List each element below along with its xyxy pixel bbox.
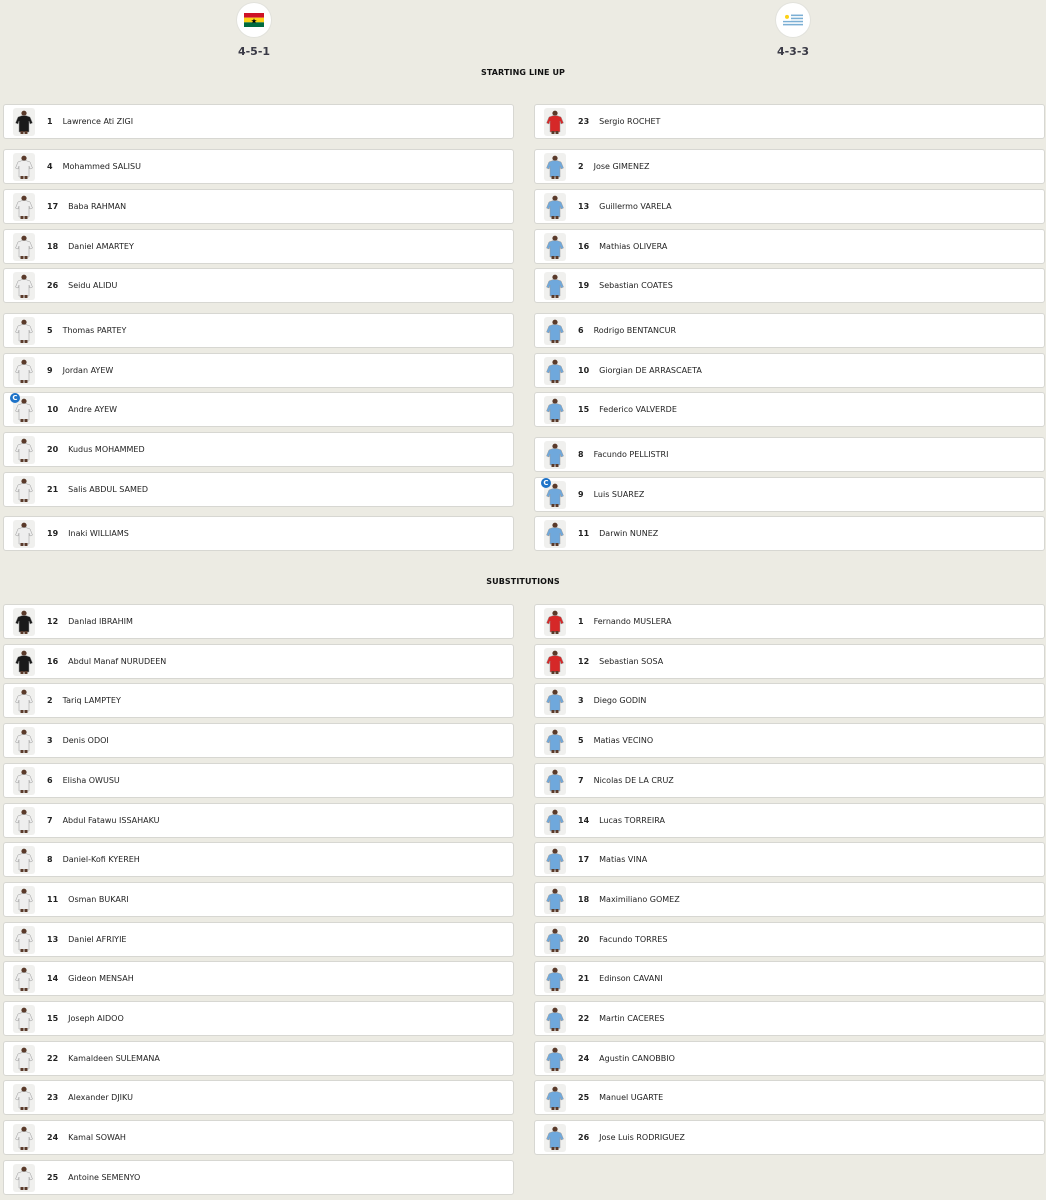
player-shirt-icon	[544, 1045, 566, 1073]
player-shirt-icon	[543, 478, 566, 509]
captain-badge: C	[10, 393, 20, 403]
player-name[interactable]: Jose GIMENEZ	[593, 162, 650, 171]
player-number: 23	[578, 117, 590, 126]
player-shirt-icon	[13, 272, 35, 300]
jersey-icon	[14, 689, 34, 713]
player-number: 18	[578, 895, 590, 904]
home-team-flag[interactable]	[237, 3, 271, 37]
home-player-row[interactable]	[3, 189, 514, 224]
away-player-row[interactable]	[534, 1041, 1045, 1076]
jersey-icon	[14, 478, 34, 502]
player-name[interactable]: Fernando MUSLERA	[593, 617, 672, 626]
jersey-icon	[545, 809, 565, 833]
player-number: 17	[578, 855, 590, 864]
ghana-flag-icon	[244, 13, 264, 27]
home-player-row[interactable]	[3, 1041, 514, 1076]
player-shirt-icon	[13, 648, 35, 676]
home-player-row[interactable]	[3, 392, 514, 427]
home-player-row[interactable]	[3, 1080, 514, 1115]
player-number: 12	[47, 617, 59, 626]
player-number: 7	[47, 816, 53, 825]
player-number: 4	[47, 162, 53, 171]
home-player-row[interactable]	[3, 149, 514, 184]
starting-lineup-title: STARTING LINE UP	[480, 68, 566, 77]
player-number: 2	[578, 162, 584, 171]
player-shirt-icon	[13, 965, 35, 993]
player-number: 19	[578, 281, 590, 290]
home-team-header	[194, 0, 314, 58]
home-player-row[interactable]	[3, 842, 514, 877]
player-name[interactable]: Kamaldeen SULEMANA	[68, 1054, 160, 1063]
away-player-row[interactable]	[534, 353, 1045, 388]
player-shirt-icon	[13, 1084, 35, 1112]
player-shirt-icon	[13, 357, 35, 385]
player-number: 7	[578, 776, 584, 785]
player-shirt-icon	[544, 608, 566, 636]
jersey-icon	[545, 610, 565, 634]
player-shirt-icon	[544, 767, 566, 795]
captain-badge: C	[541, 478, 551, 488]
player-number: 15	[47, 1014, 59, 1023]
player-name[interactable]: Kamal SOWAH	[68, 1133, 126, 1142]
away-player-row[interactable]	[534, 149, 1045, 184]
player-name[interactable]: Gideon MENSAH	[68, 974, 134, 983]
player-shirt-icon	[544, 193, 566, 221]
player-name[interactable]: Jose Luis RODRIGUEZ	[599, 1133, 685, 1142]
player-name[interactable]: Thomas PARTEY	[62, 326, 127, 335]
jersey-icon	[545, 1007, 565, 1031]
player-number: 8	[578, 450, 584, 459]
player-shirt-icon	[13, 727, 35, 755]
player-name[interactable]: Mathias OLIVERA	[599, 242, 668, 251]
jersey-icon	[545, 769, 565, 793]
jersey-icon	[545, 729, 565, 753]
away-player-row[interactable]	[534, 1080, 1045, 1115]
player-number: 13	[47, 935, 59, 944]
jersey-icon	[545, 522, 565, 546]
home-player-row[interactable]	[3, 353, 514, 388]
jersey-icon	[14, 729, 34, 753]
player-shirt-icon	[13, 926, 35, 954]
away-player-row[interactable]	[534, 477, 1045, 512]
player-number: 14	[578, 816, 590, 825]
home-player-row[interactable]	[3, 723, 514, 758]
home-player-row[interactable]	[3, 516, 514, 551]
away-player-row[interactable]	[534, 268, 1045, 303]
player-number: 16	[578, 242, 590, 251]
player-shirt-icon	[13, 520, 35, 548]
player-number: 5	[578, 736, 584, 745]
player-number: 22	[47, 1054, 59, 1063]
jersey-icon	[14, 848, 34, 872]
home-player-row[interactable]	[3, 922, 514, 957]
home-player-row[interactable]	[3, 472, 514, 507]
home-player-row[interactable]	[3, 229, 514, 264]
player-number: 3	[578, 696, 584, 705]
player-shirt-icon	[544, 807, 566, 835]
jersey-icon	[14, 235, 34, 259]
player-name[interactable]: Alexander DJIKU	[68, 1093, 133, 1102]
jersey-icon	[14, 1126, 34, 1150]
away-player-row[interactable]	[534, 922, 1045, 957]
away-player-row[interactable]	[534, 1001, 1045, 1036]
away-player-row[interactable]	[534, 1120, 1045, 1155]
jersey-icon	[545, 195, 565, 219]
player-shirt-icon	[544, 396, 566, 424]
player-name[interactable]: Denis ODOI	[62, 736, 109, 745]
player-name[interactable]: Giorgian DE ARRASCAETA	[599, 366, 702, 375]
player-number: 26	[578, 1133, 590, 1142]
player-shirt-icon	[13, 108, 35, 136]
player-shirt-icon	[13, 608, 35, 636]
jersey-icon	[14, 359, 34, 383]
player-shirt-icon	[544, 233, 566, 261]
away-team-header	[733, 0, 853, 58]
player-number: 23	[47, 1093, 59, 1102]
player-shirt-icon	[544, 272, 566, 300]
player-name[interactable]: Elisha OWUSU	[62, 776, 120, 785]
player-name[interactable]: Abdul Manaf NURUDEEN	[68, 657, 167, 666]
player-name[interactable]: Matias VINA	[599, 855, 648, 864]
player-name[interactable]: Osman BUKARI	[68, 895, 129, 904]
player-number: 13	[578, 202, 590, 211]
player-name[interactable]: Rodrigo BENTANCUR	[593, 326, 677, 335]
player-name[interactable]: Jordan AYEW	[62, 366, 114, 375]
player-number: 24	[578, 1054, 590, 1063]
player-name[interactable]: Edinson CAVANI	[599, 974, 663, 983]
player-shirt-icon	[13, 1124, 35, 1152]
player-name[interactable]: Manuel UGARTE	[599, 1093, 664, 1102]
player-shirt-icon	[544, 727, 566, 755]
player-shirt-icon	[544, 965, 566, 993]
player-number: 25	[578, 1093, 590, 1102]
player-number: 26	[47, 281, 59, 290]
player-shirt-icon	[13, 846, 35, 874]
player-shirt-icon	[13, 767, 35, 795]
away-player-row[interactable]	[534, 313, 1045, 348]
player-number: 24	[47, 1133, 59, 1142]
player-number: 10	[47, 405, 59, 414]
jersey-icon	[14, 110, 34, 134]
player-name[interactable]: Andre AYEW	[68, 405, 118, 414]
player-name[interactable]: Facundo PELLISTRI	[593, 450, 669, 459]
player-number: 5	[47, 326, 53, 335]
home-player-row[interactable]	[3, 432, 514, 467]
player-name[interactable]: Kudus MOHAMMED	[68, 445, 145, 454]
jersey-icon	[14, 610, 34, 634]
player-number: 11	[578, 529, 590, 538]
player-number: 14	[47, 974, 59, 983]
player-name[interactable]: Mohammed SALISU	[62, 162, 141, 171]
player-name[interactable]: Daniel AMARTEY	[68, 242, 134, 251]
player-shirt-icon	[13, 436, 35, 464]
player-shirt-icon	[544, 1005, 566, 1033]
player-number: 9	[578, 490, 584, 499]
away-player-row[interactable]	[534, 516, 1045, 551]
player-shirt-icon	[544, 441, 566, 469]
jersey-icon	[14, 928, 34, 952]
jersey-icon	[545, 1126, 565, 1150]
home-player-row[interactable]	[3, 644, 514, 679]
player-number: 12	[578, 657, 590, 666]
jersey-icon	[545, 398, 565, 422]
player-name[interactable]: Sebastian COATES	[599, 281, 673, 290]
away-player-row[interactable]	[534, 604, 1045, 639]
player-shirt-icon	[13, 233, 35, 261]
player-shirt-icon	[544, 1124, 566, 1152]
jersey-icon	[545, 967, 565, 991]
player-number: 10	[578, 366, 590, 375]
jersey-icon	[545, 888, 565, 912]
away-player-row[interactable]	[534, 189, 1045, 224]
jersey-icon	[14, 809, 34, 833]
away-player-row[interactable]	[534, 842, 1045, 877]
player-number: 18	[47, 242, 59, 251]
player-name[interactable]: Sergio ROCHET	[599, 117, 661, 126]
home-player-row[interactable]	[3, 882, 514, 917]
away-player-row[interactable]	[534, 104, 1045, 139]
player-name[interactable]: Joseph AIDOO	[68, 1014, 124, 1023]
player-name[interactable]: Martin CACERES	[599, 1014, 665, 1023]
player-name[interactable]: Agustin CANOBBIO	[599, 1054, 675, 1063]
player-name[interactable]: Luis SUAREZ	[593, 490, 645, 499]
player-shirt-icon	[544, 926, 566, 954]
player-shirt-icon	[13, 1045, 35, 1073]
jersey-icon	[545, 359, 565, 383]
substitutions-title: SUBSTITUTIONS	[486, 577, 560, 586]
player-name[interactable]: Danlad IBRAHIM	[68, 617, 133, 626]
jersey-icon	[14, 319, 34, 343]
jersey-icon	[14, 522, 34, 546]
home-player-row[interactable]	[3, 313, 514, 348]
player-name[interactable]: Lawrence Ati ZIGI	[62, 117, 134, 126]
player-number: 2	[47, 696, 53, 705]
player-shirt-icon	[13, 886, 35, 914]
player-shirt-icon	[544, 846, 566, 874]
player-number: 22	[578, 1014, 590, 1023]
player-name[interactable]: Diego GODIN	[593, 696, 647, 705]
jersey-icon	[545, 689, 565, 713]
player-shirt-icon	[13, 476, 35, 504]
home-player-row[interactable]	[3, 1120, 514, 1155]
player-shirt-icon	[544, 520, 566, 548]
player-shirt-icon	[544, 317, 566, 345]
player-name[interactable]: Salis ABDUL SAMED	[68, 485, 149, 494]
away-player-row[interactable]	[534, 392, 1045, 427]
jersey-icon	[14, 274, 34, 298]
home-player-row[interactable]	[3, 961, 514, 996]
jersey-icon	[545, 155, 565, 179]
away-team-flag[interactable]	[776, 3, 810, 37]
away-player-row[interactable]	[534, 803, 1045, 838]
away-player-row[interactable]	[534, 437, 1045, 472]
player-name[interactable]: Federico VALVERDE	[599, 405, 677, 414]
home-player-row[interactable]	[3, 1160, 514, 1195]
jersey-icon	[14, 155, 34, 179]
player-number: 21	[578, 974, 590, 983]
jersey-icon	[545, 650, 565, 674]
player-shirt-icon	[12, 393, 35, 424]
player-number: 20	[578, 935, 590, 944]
player-number: 15	[578, 405, 590, 414]
jersey-icon	[14, 1086, 34, 1110]
player-shirt-icon	[544, 648, 566, 676]
jersey-icon	[14, 769, 34, 793]
jersey-icon	[14, 650, 34, 674]
jersey-icon	[14, 195, 34, 219]
player-name[interactable]: Guillermo VARELA	[599, 202, 672, 211]
player-shirt-icon	[544, 687, 566, 715]
jersey-icon	[14, 1007, 34, 1031]
player-shirt-icon	[13, 153, 35, 181]
jersey-icon	[545, 235, 565, 259]
player-name[interactable]: Baba RAHMAN	[68, 202, 127, 211]
player-number: 6	[47, 776, 53, 785]
player-name[interactable]: Sebastian SOSA	[599, 657, 664, 666]
jersey-icon	[545, 848, 565, 872]
jersey-icon	[14, 967, 34, 991]
home-player-row[interactable]	[3, 803, 514, 838]
jersey-icon	[545, 110, 565, 134]
player-number: 16	[47, 657, 59, 666]
player-name[interactable]: Inaki WILLIAMS	[68, 529, 129, 538]
player-number: 19	[47, 529, 59, 538]
jersey-icon	[545, 319, 565, 343]
jersey-icon	[14, 1166, 34, 1190]
home-player-row[interactable]	[3, 763, 514, 798]
player-name[interactable]: Abdul Fatawu ISSAHAKU	[62, 816, 160, 825]
player-shirt-icon	[13, 807, 35, 835]
player-shirt-icon	[13, 1164, 35, 1192]
player-number: 3	[47, 736, 53, 745]
jersey-icon	[14, 888, 34, 912]
player-name[interactable]: Daniel AFRIYIE	[68, 935, 127, 944]
player-name[interactable]: Matias VECINO	[593, 736, 654, 745]
home-player-row[interactable]	[3, 104, 514, 139]
player-name[interactable]: Daniel-Kofi KYEREH	[62, 855, 140, 864]
player-number: 25	[47, 1173, 59, 1182]
player-number: 1	[578, 617, 584, 626]
player-number: 21	[47, 485, 59, 494]
player-name[interactable]: Tariq LAMPTEY	[62, 696, 121, 705]
jersey-icon	[545, 1086, 565, 1110]
player-name[interactable]: Lucas TORREIRA	[599, 816, 665, 825]
player-shirt-icon	[544, 153, 566, 181]
home-formation: 4-5-1	[237, 45, 271, 58]
player-shirt-icon	[13, 193, 35, 221]
player-shirt-icon	[544, 108, 566, 136]
home-player-row[interactable]	[3, 604, 514, 639]
home-player-row[interactable]	[3, 1001, 514, 1036]
player-shirt-icon	[544, 1084, 566, 1112]
player-number: 20	[47, 445, 59, 454]
jersey-icon	[545, 443, 565, 467]
player-name[interactable]: Seidu ALIDU	[68, 281, 118, 290]
player-name[interactable]: Facundo TORRES	[599, 935, 668, 944]
away-player-row[interactable]	[534, 882, 1045, 917]
jersey-icon	[14, 1047, 34, 1071]
player-shirt-icon	[13, 317, 35, 345]
home-player-row[interactable]	[3, 268, 514, 303]
player-name[interactable]: Nicolas DE LA CRUZ	[593, 776, 674, 785]
jersey-icon	[545, 274, 565, 298]
player-number: 8	[47, 855, 53, 864]
player-number: 1	[47, 117, 53, 126]
away-player-row[interactable]	[534, 644, 1045, 679]
home-player-row[interactable]	[3, 683, 514, 718]
jersey-icon	[545, 928, 565, 952]
away-player-row[interactable]	[534, 683, 1045, 718]
player-name[interactable]: Maximiliano GOMEZ	[599, 895, 680, 904]
player-number: 17	[47, 202, 59, 211]
player-shirt-icon	[544, 886, 566, 914]
away-player-row[interactable]	[534, 723, 1045, 758]
away-formation: 4-3-3	[776, 45, 810, 58]
player-shirt-icon	[544, 357, 566, 385]
uruguay-flag-icon	[783, 13, 803, 27]
away-player-row[interactable]	[534, 229, 1045, 264]
player-number: 6	[578, 326, 584, 335]
away-player-row[interactable]	[534, 961, 1045, 996]
player-shirt-icon	[13, 1005, 35, 1033]
away-player-row[interactable]	[534, 763, 1045, 798]
jersey-icon	[14, 438, 34, 462]
player-name[interactable]: Darwin NUNEZ	[599, 529, 659, 538]
player-number: 9	[47, 366, 53, 375]
player-shirt-icon	[13, 687, 35, 715]
jersey-icon	[545, 1047, 565, 1071]
player-name[interactable]: Antoine SEMENYO	[68, 1173, 141, 1182]
player-number: 11	[47, 895, 59, 904]
